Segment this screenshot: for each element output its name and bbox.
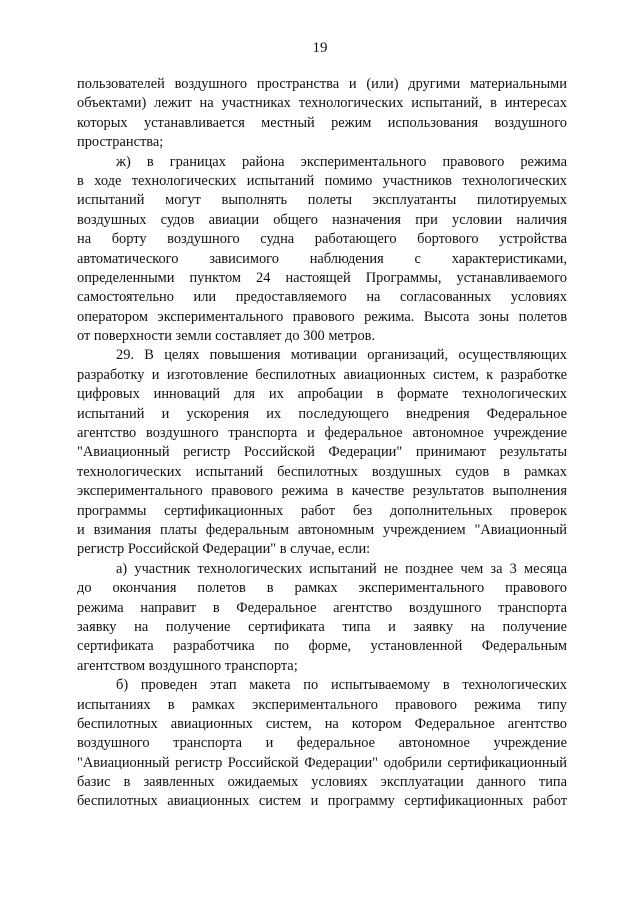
text-line: экспериментального правового режима в качестве результатов выполнения	[77, 483, 567, 500]
text-line: б) проведен этап макета по испытываемому в технологических	[116, 677, 567, 694]
text-line: воздушного транспорта и федеральное автономное учреждение	[77, 735, 567, 752]
text-line: объектами) лежит на участниках технологических испытаний, в интересах	[77, 95, 567, 112]
text-line: базис в заявленных ожидаемых условиях эксплуатации данного типа	[77, 774, 567, 791]
text-line: пользователей воздушного пространства и (или) другими материальными	[77, 76, 567, 92]
text-line: в ходе технологических испытаний помимо участников технологических	[77, 172, 567, 189]
text-line: технологических испытаний беспилотных воздушных судов в рамках	[77, 463, 567, 480]
text-line: испытаний могут выполнять полеты эксплуатанты пилотируемых	[77, 192, 567, 209]
text-line: режима направит в Федеральное агентство воздушного транспорта	[77, 599, 567, 616]
text-line: программы сертификационных работ без дополнительных проверок	[77, 502, 567, 519]
text-line: до окончания полетов в рамках экспериментального правового	[77, 580, 567, 597]
page-number: 19	[312, 40, 328, 56]
text-line: ж) в границах района экспериментального правового режима	[116, 153, 567, 170]
text-line: агентством воздушного транспорта;	[77, 657, 298, 674]
text-line: беспилотных авиационных систем, на котором Федеральное агентство	[77, 715, 567, 732]
text-line: автоматического зависимого наблюдения с характеристиками,	[77, 250, 567, 267]
text-line: заявку на получение сертификата типа и заявку на получение	[77, 618, 567, 635]
text-line: самостоятельно или предоставляемого на согласованных условиях	[77, 289, 567, 306]
text-line: регистр Российской Федерации" в случае, если:	[77, 541, 371, 558]
text-line: определенными пунктом 24 настоящей Программы, устанавливаемого	[77, 269, 567, 286]
text-line: а) участник технологических испытаний не позднее чем за 3 месяца	[116, 560, 567, 577]
text-line: разработку и изготовление беспилотных авиационных систем, к разработке	[77, 366, 567, 383]
text-line: цифровых инноваций для их апробации в формате технологических	[77, 386, 567, 403]
text-line: испытаний и ускорения их последующего внедрения Федеральное	[77, 405, 567, 422]
text-line: от поверхности земли составляет до 300 метров.	[77, 328, 376, 345]
text-line: "Авиационный регистр Российской Федерации" одобрили сертификационный	[77, 754, 567, 771]
text-line: сертификата разработчика по форме, установленной Федеральным	[77, 638, 567, 655]
text-line: беспилотных авиационных систем и программу сертификационных работ	[77, 793, 567, 810]
text-line: и взимания платы федеральным автономным учреждением "Авиационный	[77, 521, 567, 538]
text-line: агентство воздушного транспорта и федеральное автономное учреждение	[77, 425, 567, 442]
text-line: испытаниях в рамках экспериментального правового режима типу	[77, 696, 567, 713]
text-line: оператором экспериментального правового режима. Высота зоны полетов	[77, 308, 567, 325]
text-line: воздушных судов авиации общего назначения при условии наличия	[77, 211, 567, 228]
text-line: которых устанавливается местный режим использования воздушного	[77, 114, 567, 131]
document-body	[77, 75, 567, 812]
text-line: на борту воздушного судна работающего бортового устройства	[77, 231, 567, 248]
text-line: пространства;	[77, 134, 164, 151]
text-line: "Авиационный регистр Российской Федерации" принимают результаты	[77, 444, 567, 461]
text-line: 29. В целях повышения мотивации организаций, осуществляющих	[116, 347, 567, 364]
